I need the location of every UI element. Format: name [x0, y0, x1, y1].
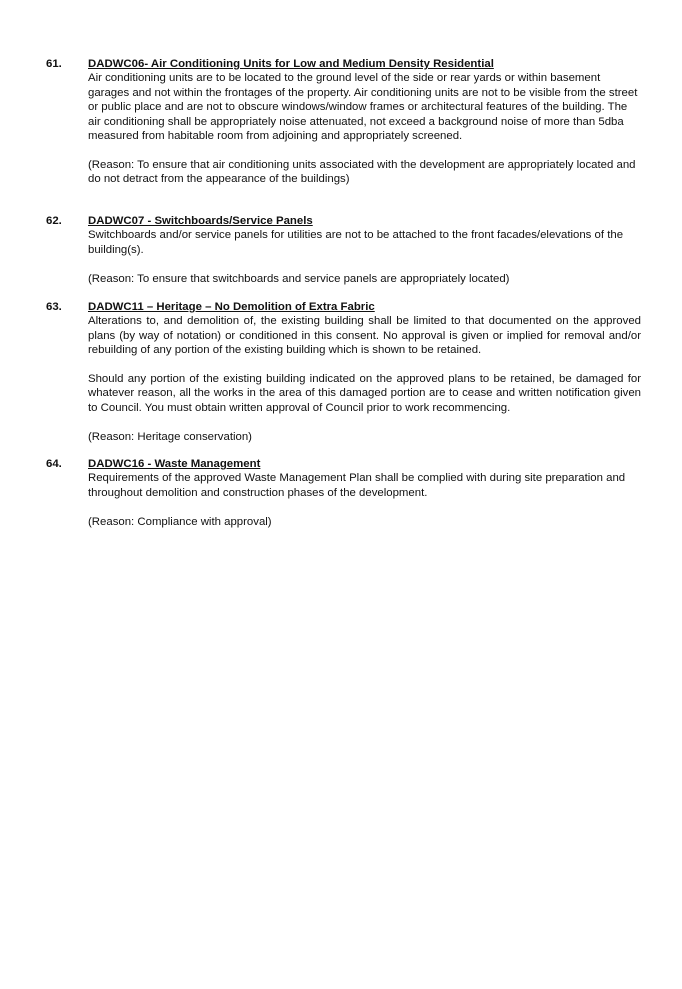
- condition-number: 63.: [46, 301, 62, 313]
- condition-number: 62.: [46, 215, 62, 227]
- condition-paragraph: Alterations to, and demolition of, the existing building shall be limited to that documented on the approved plans (by way of notation) or conditioned in this consent. No approval is given or implied for removal and/or rebuilding of any portion of the existing building which is shown to be retained.: [88, 315, 641, 357]
- condition-reason: (Reason: To ensure that air conditioning units associated with the development are appropriately located and do not detract from the appearance of the buildings): [88, 158, 636, 186]
- condition-number: 64.: [46, 458, 62, 470]
- condition-reason: (Reason: Compliance with approval): [88, 515, 272, 528]
- condition-reason: (Reason: Heritage conservation): [88, 430, 252, 443]
- condition-heading: DADWC07 - Switchboards/Service Panels: [88, 215, 313, 227]
- condition-body: [88, 57, 641, 187]
- condition-number: 61.: [46, 58, 62, 70]
- condition-heading: DADWC06- Air Conditioning Units for Low and Medium Density Residential: [88, 58, 494, 70]
- condition-paragraph: Should any portion of the existing building indicated on the approved plans to be retained, be damaged for whatever reason, all the works in the area of this damaged portion are to cease and written notification given to Council. You must obtain written approval of Council prior to work recommencing.: [88, 373, 641, 414]
- condition-body: [88, 214, 641, 286]
- condition-paragraph: Requirements of the approved Waste Management Plan shall be complied with during site preparation and throughout demolition and construction phases of the development.: [88, 472, 626, 499]
- condition-paragraph: Switchboards and/or service panels for utilities are not to be attached to the front facades/elevations of the building(s).: [88, 229, 624, 256]
- condition-heading: DADWC11 – Heritage – No Demolition of Extra Fabric: [88, 301, 375, 313]
- condition-body: [88, 457, 641, 529]
- condition-heading: DADWC16 - Waste Management: [88, 458, 261, 470]
- condition-reason: (Reason: To ensure that switchboards and service panels are appropriately located): [88, 272, 510, 285]
- condition-body: [88, 300, 641, 444]
- condition-paragraph: Air conditioning units are to be located to the ground level of the side or rear yards or within basement garages and not within the frontages of the property. Air conditioning units are not to be visible from the street or public place and are not to obscure windows/window frames or architectural features of the building. The air conditioning shall be appropriately noise attenuated, not exceed a background noise of more than 5dba measured from habitable room from adjoining and appropriately screened.: [88, 72, 638, 143]
